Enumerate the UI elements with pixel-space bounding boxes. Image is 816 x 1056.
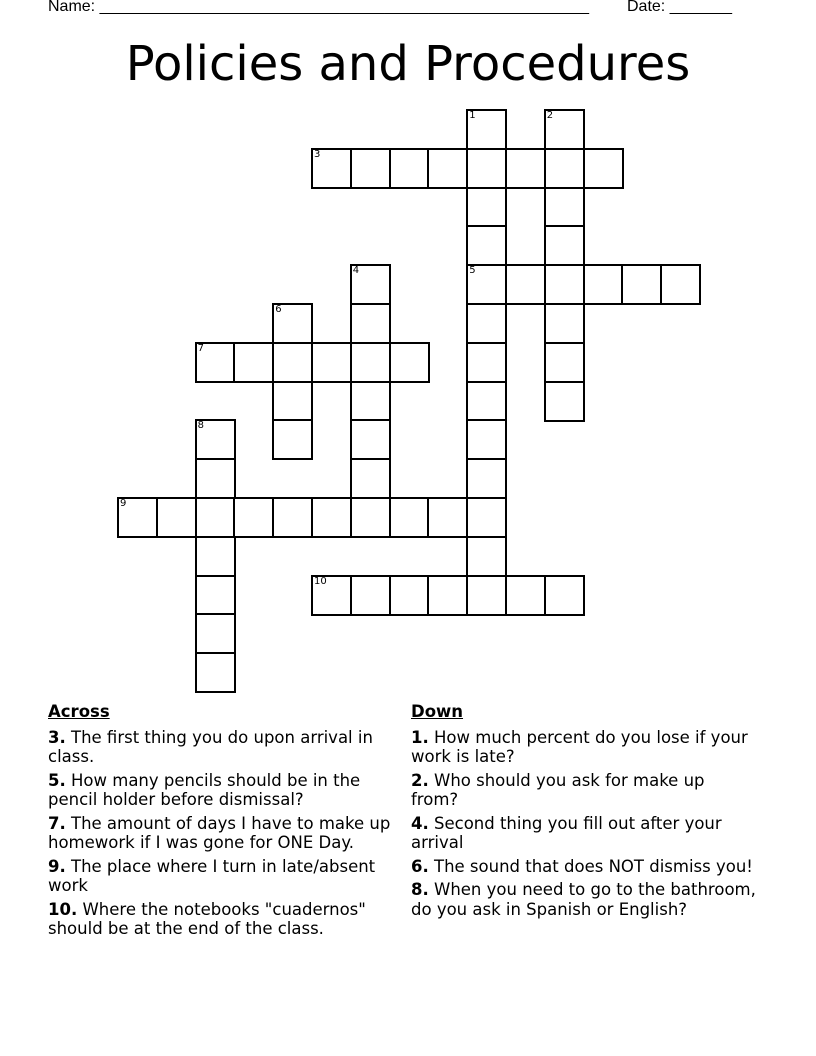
crossword-cell[interactable] [195,497,236,538]
crossword-cell[interactable] [350,342,391,383]
date-field-line: Date: _______ [627,0,732,15]
clue-text: How many pencils should be in the pencil holder before dismissal? [48,770,361,809]
crossword-cell[interactable] [544,187,585,228]
crossword-cell[interactable] [195,652,236,693]
clue-number: 8. [411,880,429,899]
clue-text: Where the notebooks "cuadernos" should be at the end of the class. [48,899,366,938]
crossword-cell[interactable] [156,497,197,538]
crossword-cell[interactable] [195,342,236,383]
clue-text: When you need to go to the bathroom, do you ask in Spanish or English? [411,880,756,919]
clue-number: 9. [48,856,66,876]
crossword-cell[interactable] [544,575,585,616]
crossword-cell[interactable] [389,342,430,383]
cell-number: 10 [314,575,327,587]
crossword-cell[interactable] [466,575,507,616]
crossword-cell[interactable] [272,497,313,538]
clue-text: How much percent do you lose if your work is late? [411,727,748,766]
cell-number: 5 [469,265,476,277]
down-clue [411,771,756,810]
across-clues [48,702,393,943]
crossword-cell[interactable] [466,109,507,150]
down-clue [411,728,756,767]
crossword-cell[interactable] [272,342,313,383]
crossword-cell[interactable] [350,264,391,305]
crossword-cell[interactable] [466,225,507,266]
down-clue [411,814,756,853]
cell-number: 1 [469,110,476,121]
across-clue [48,728,393,767]
crossword-cell[interactable] [311,342,352,383]
across-clue [48,771,393,810]
crossword-cell[interactable] [195,458,236,499]
crossword-cell[interactable] [466,187,507,228]
crossword-cell[interactable] [544,225,585,266]
crossword-cell[interactable] [505,148,546,189]
cell-number: 4 [352,265,360,277]
down-clue [411,880,756,919]
cell-number: 8 [197,420,204,432]
crossword-cell[interactable] [195,536,236,577]
crossword-cell[interactable] [427,148,468,189]
crossword-cell[interactable] [466,264,507,305]
down-clues [411,702,756,923]
crossword-cell[interactable] [233,497,274,538]
crossword-cell[interactable] [544,342,585,383]
crossword-cell[interactable] [117,497,158,538]
cell-number: 2 [546,110,554,121]
page-title: Policies and Procedures [125,36,691,92]
crossword-cell[interactable] [311,575,352,616]
crossword-cell[interactable] [466,342,507,383]
crossword-cell[interactable] [389,148,430,189]
crossword-cell[interactable] [350,303,391,344]
clue-text: Second thing you fill out after your arrival [411,813,722,852]
crossword-cell[interactable] [583,148,624,189]
clue-number: 6. [411,856,429,876]
clue-number: 4. [411,813,429,833]
crossword-cell[interactable] [583,264,624,305]
crossword-cell[interactable] [544,148,585,189]
crossword-cell[interactable] [272,303,313,344]
crossword-cell[interactable] [544,264,585,305]
across-heading: Across [48,702,110,721]
cell-number: 6 [275,304,282,315]
crossword-cell[interactable] [466,497,507,538]
crossword-cell[interactable] [350,497,391,538]
crossword-cell[interactable] [544,381,585,422]
crossword-cell[interactable] [233,342,274,383]
across-clue [48,857,393,896]
crossword-cell[interactable] [311,148,352,189]
crossword-cell[interactable] [350,381,391,422]
crossword-cell[interactable] [427,575,468,616]
clue-number: 3. [48,727,66,747]
name-field-line: Name: _______________________________________________________ [48,0,589,15]
across-clue [48,900,393,939]
down-clue [411,857,756,877]
crossword-cell[interactable] [466,381,507,422]
crossword-cell[interactable] [350,458,391,499]
crossword-cell[interactable] [544,303,585,344]
crossword-cell[interactable] [621,264,662,305]
crossword-cell[interactable] [389,575,430,616]
crossword-cell[interactable] [195,613,236,654]
crossword-cell[interactable] [544,109,585,150]
clue-text: The sound that does NOT dismiss you! [434,856,753,876]
across-clue [48,814,393,853]
crossword-cell[interactable] [311,497,352,538]
cell-number: 3 [314,148,321,160]
crossword-cell[interactable] [505,264,546,305]
clue-number: 2. [411,770,429,790]
crossword-cell[interactable] [505,575,546,616]
clue-number: 7. [48,813,66,833]
crossword-cell[interactable] [272,381,313,422]
crossword-cell[interactable] [389,497,430,538]
clue-text: Who should you ask for make up from? [411,770,705,809]
clue-number: 1. [411,727,429,747]
crossword-cell[interactable] [466,536,507,577]
clue-text: The first thing you do upon arrival in class. [48,727,373,766]
down-heading: Down [411,702,464,721]
crossword-cell[interactable] [195,419,236,460]
crossword-cell[interactable] [466,419,507,460]
crossword-cell[interactable] [350,419,391,460]
crossword-cell[interactable] [350,575,391,616]
crossword-cell[interactable] [466,458,507,499]
crossword-cell[interactable] [195,575,236,616]
cell-number: 7 [197,342,204,354]
crossword-cell[interactable] [350,148,391,189]
crossword-cell[interactable] [427,497,468,538]
crossword-cell[interactable] [466,303,507,344]
cell-number: 9 [120,498,127,509]
crossword-cell[interactable] [272,419,313,460]
crossword-cell[interactable] [466,148,507,189]
clue-number: 5. [48,770,66,790]
clue-text: The amount of days I have to make up homework if I was gone for ONE Day. [48,813,391,852]
clue-number: 10. [48,899,78,919]
clue-text: The place where I turn in late/absent work [48,856,376,895]
crossword-cell[interactable] [660,264,701,305]
